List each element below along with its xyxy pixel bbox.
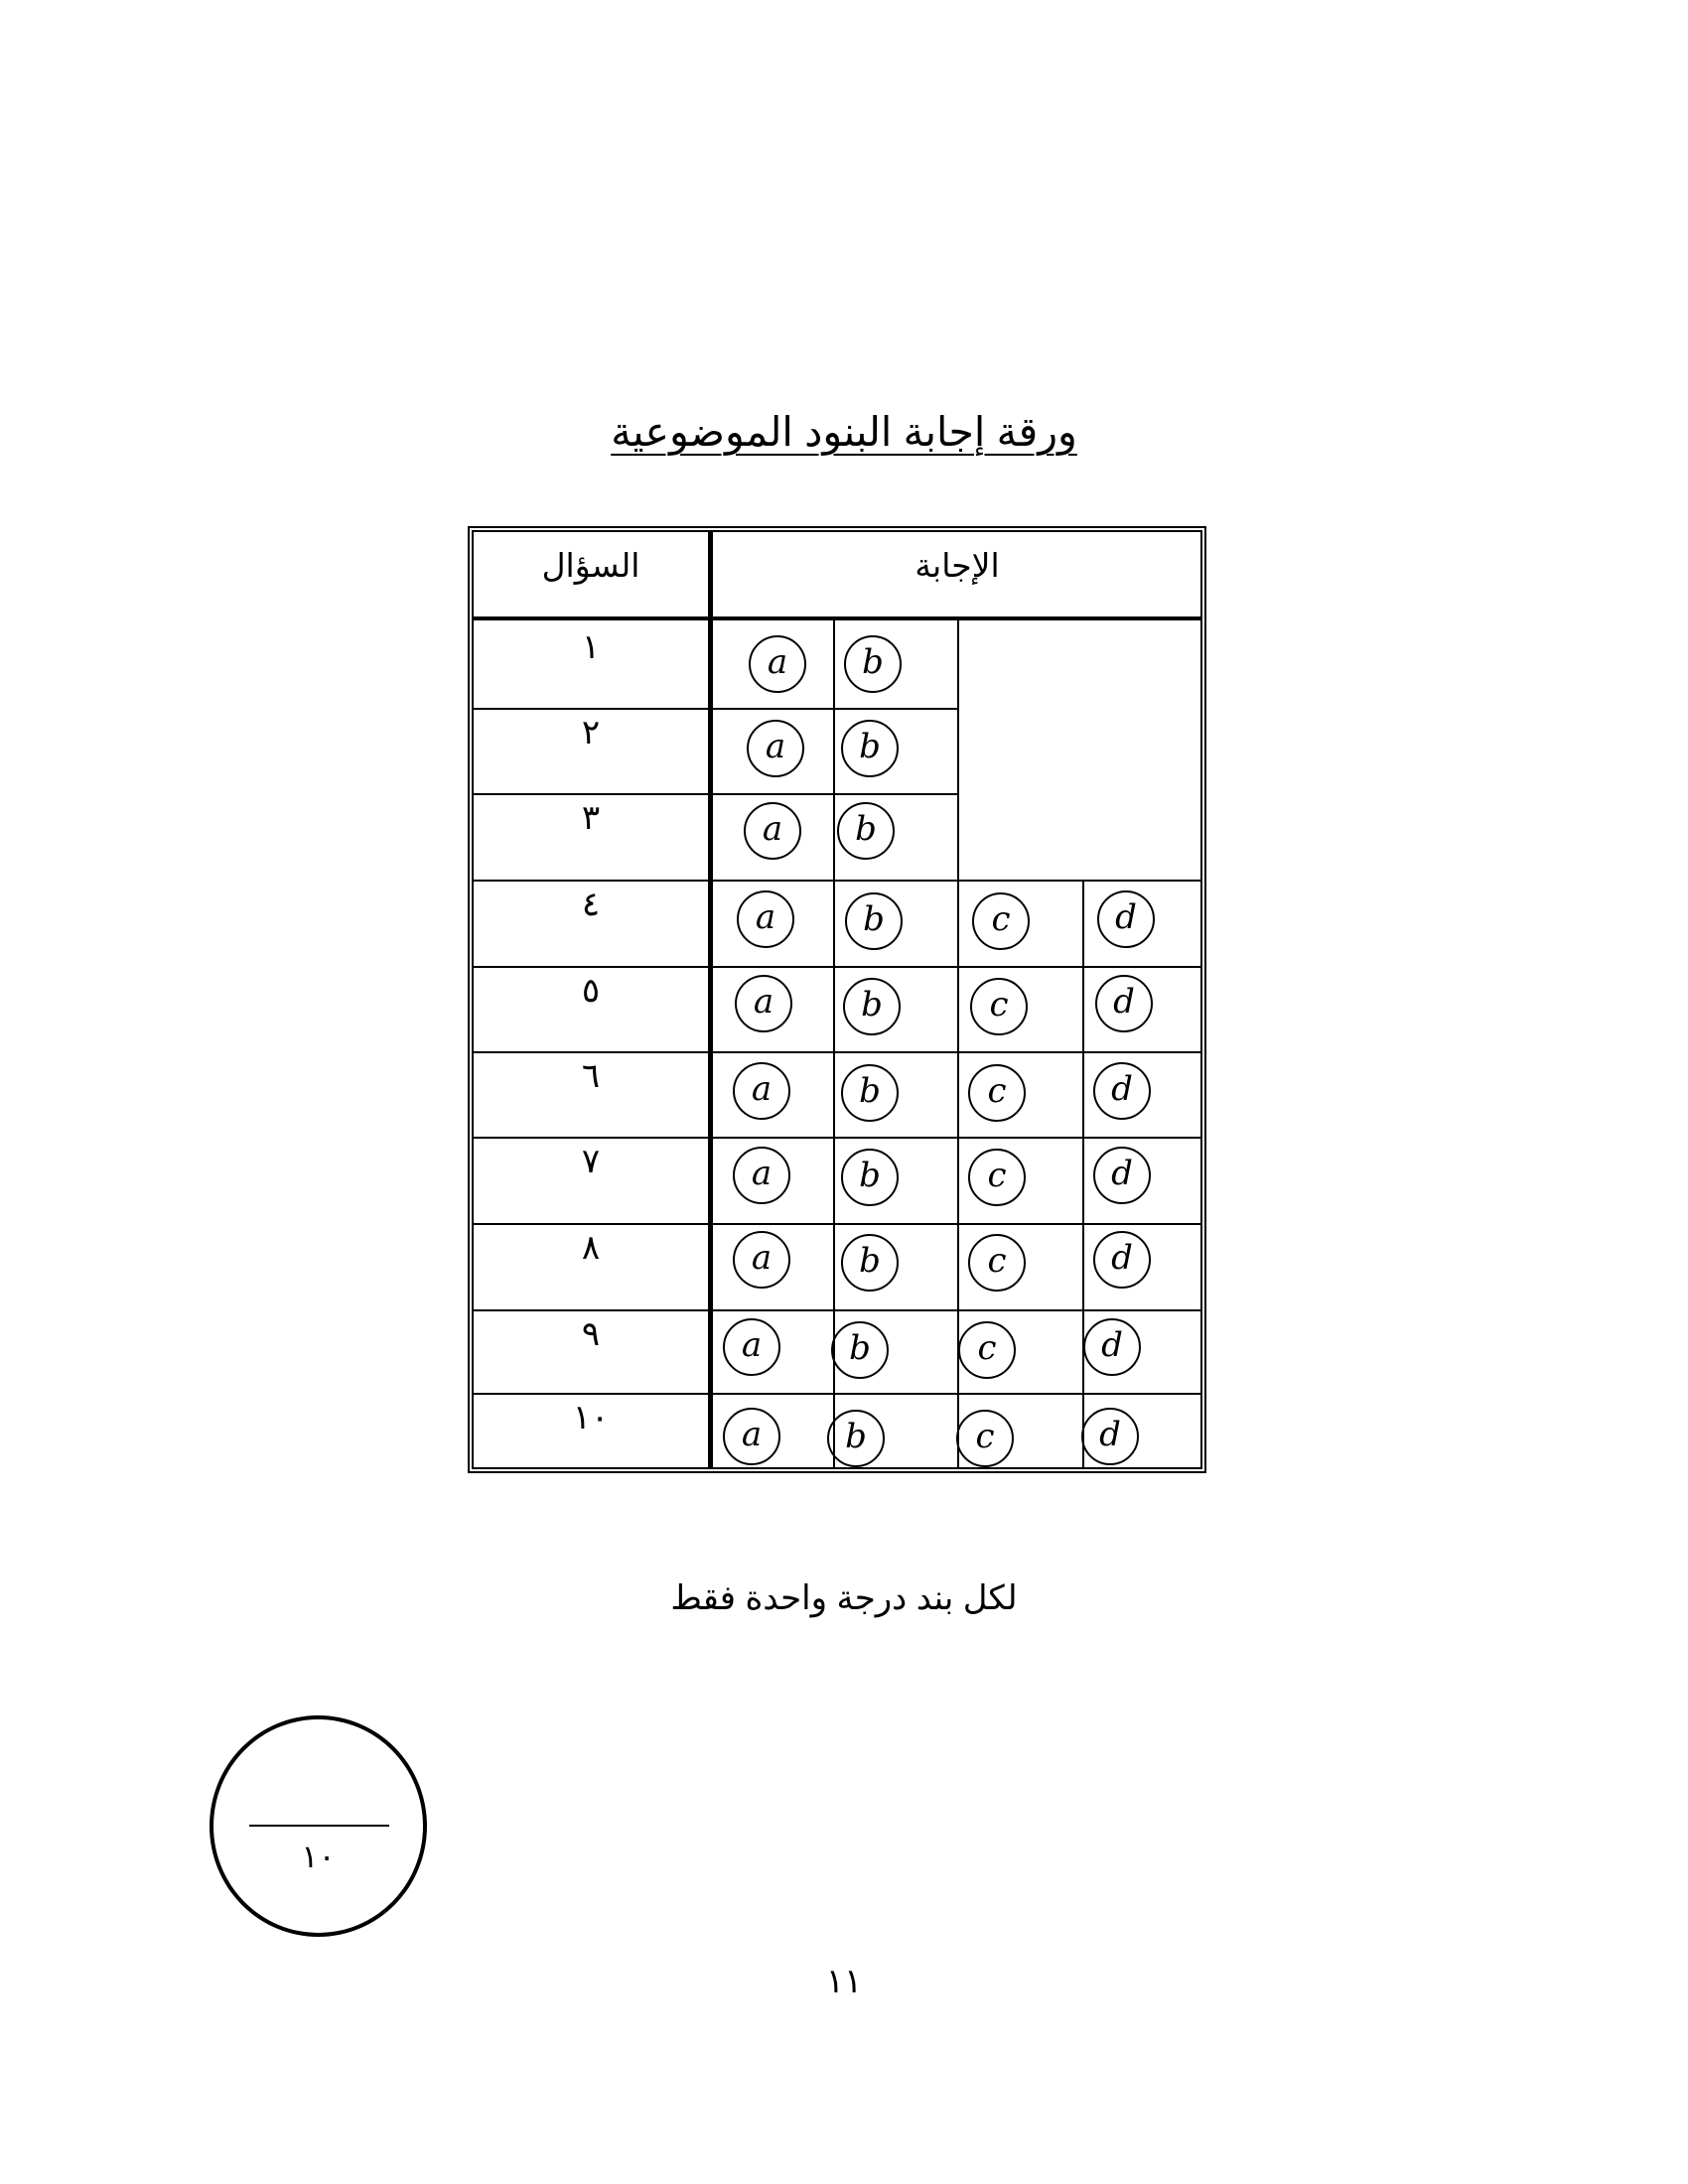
question-number: ١ <box>581 629 601 666</box>
page-number: ١١ <box>825 1964 863 2000</box>
answer-bubble-q6-d[interactable]: d <box>1093 1062 1151 1120</box>
answer-bubble-q9-b[interactable]: b <box>831 1321 889 1379</box>
answer-bubble-q7-a[interactable]: a <box>733 1147 790 1204</box>
row-divider <box>474 1223 1200 1225</box>
header-question: السؤال <box>541 547 640 584</box>
row-divider <box>474 1137 1200 1139</box>
column-divider <box>708 532 713 1467</box>
answer-bubble-q1-b[interactable]: b <box>844 635 902 693</box>
answer-bubble-q5-b[interactable]: b <box>843 978 901 1035</box>
grading-note: لكل بند درجة واحدة فقط <box>670 1579 1018 1617</box>
answer-bubble-q8-c[interactable]: c <box>968 1234 1026 1292</box>
answer-bubble-q9-a[interactable]: a <box>723 1318 780 1376</box>
answer-bubble-q5-c[interactable]: c <box>970 978 1028 1035</box>
row-divider <box>474 1393 1200 1395</box>
question-number: ٧ <box>581 1144 601 1180</box>
header-divider <box>474 616 1200 620</box>
score-blank-line <box>249 1825 389 1827</box>
answer-bubble-q4-b[interactable]: b <box>845 892 903 950</box>
page-title <box>0 402 1688 462</box>
row-divider <box>474 880 1200 882</box>
answer-bubble-q10-d[interactable]: d <box>1081 1408 1139 1465</box>
answer-bubble-q8-b[interactable]: b <box>841 1234 899 1292</box>
row-divider <box>474 793 958 795</box>
answer-bubble-q10-a[interactable]: a <box>723 1408 780 1465</box>
row-divider <box>474 1051 1200 1053</box>
answer-bubble-q5-a[interactable]: a <box>735 975 792 1032</box>
answer-bubble-q7-c[interactable]: c <box>968 1149 1026 1206</box>
answer-bubble-q3-b[interactable]: b <box>837 802 895 860</box>
answer-bubble-q7-b[interactable]: b <box>841 1149 899 1206</box>
answer-sheet-table <box>468 526 1206 1473</box>
answer-bubble-q2-a[interactable]: a <box>747 720 804 777</box>
answer-bubble-q2-b[interactable]: b <box>841 720 899 777</box>
row-divider <box>474 1309 1200 1311</box>
answer-bubble-q4-c[interactable]: c <box>972 892 1030 950</box>
column-divider <box>1082 880 1084 1467</box>
question-number: ١٠ <box>572 1400 610 1436</box>
answer-bubble-q4-a[interactable]: a <box>737 890 794 948</box>
answer-bubble-q8-d[interactable]: d <box>1093 1231 1151 1289</box>
question-number: ٩ <box>581 1316 601 1353</box>
answer-bubble-q6-b[interactable]: b <box>841 1064 899 1122</box>
answer-bubble-q3-a[interactable]: a <box>744 802 801 860</box>
score-circle <box>210 1715 427 1937</box>
page-title-text: ورقة إجابة البنود الموضوعية <box>611 409 1077 455</box>
answer-bubble-q1-a[interactable]: a <box>749 635 806 693</box>
answer-bubble-q6-c[interactable]: c <box>968 1064 1026 1122</box>
question-number: ٥ <box>581 973 601 1010</box>
answer-bubble-q7-d[interactable]: d <box>1093 1147 1151 1204</box>
question-number: ٨ <box>581 1230 601 1267</box>
answer-bubble-q6-a[interactable]: a <box>733 1062 790 1120</box>
answer-bubble-q10-c[interactable]: c <box>956 1410 1014 1467</box>
row-divider <box>474 966 1200 968</box>
question-number: ٦ <box>581 1058 601 1095</box>
answer-bubble-q10-b[interactable]: b <box>827 1410 885 1467</box>
question-number: ٢ <box>581 715 601 751</box>
answer-bubble-q5-d[interactable]: d <box>1095 975 1153 1032</box>
row-divider <box>474 708 958 710</box>
answer-bubble-q9-c[interactable]: c <box>958 1321 1016 1379</box>
question-number: ٤ <box>581 887 601 923</box>
answer-bubble-q8-a[interactable]: a <box>733 1231 790 1289</box>
answer-bubble-q4-d[interactable]: d <box>1097 890 1155 948</box>
answer-bubble-q9-d[interactable]: d <box>1083 1318 1141 1376</box>
question-number: ٣ <box>581 800 601 837</box>
header-answer: الإجابة <box>914 547 1000 584</box>
score-total: ١٠ <box>301 1839 336 1874</box>
